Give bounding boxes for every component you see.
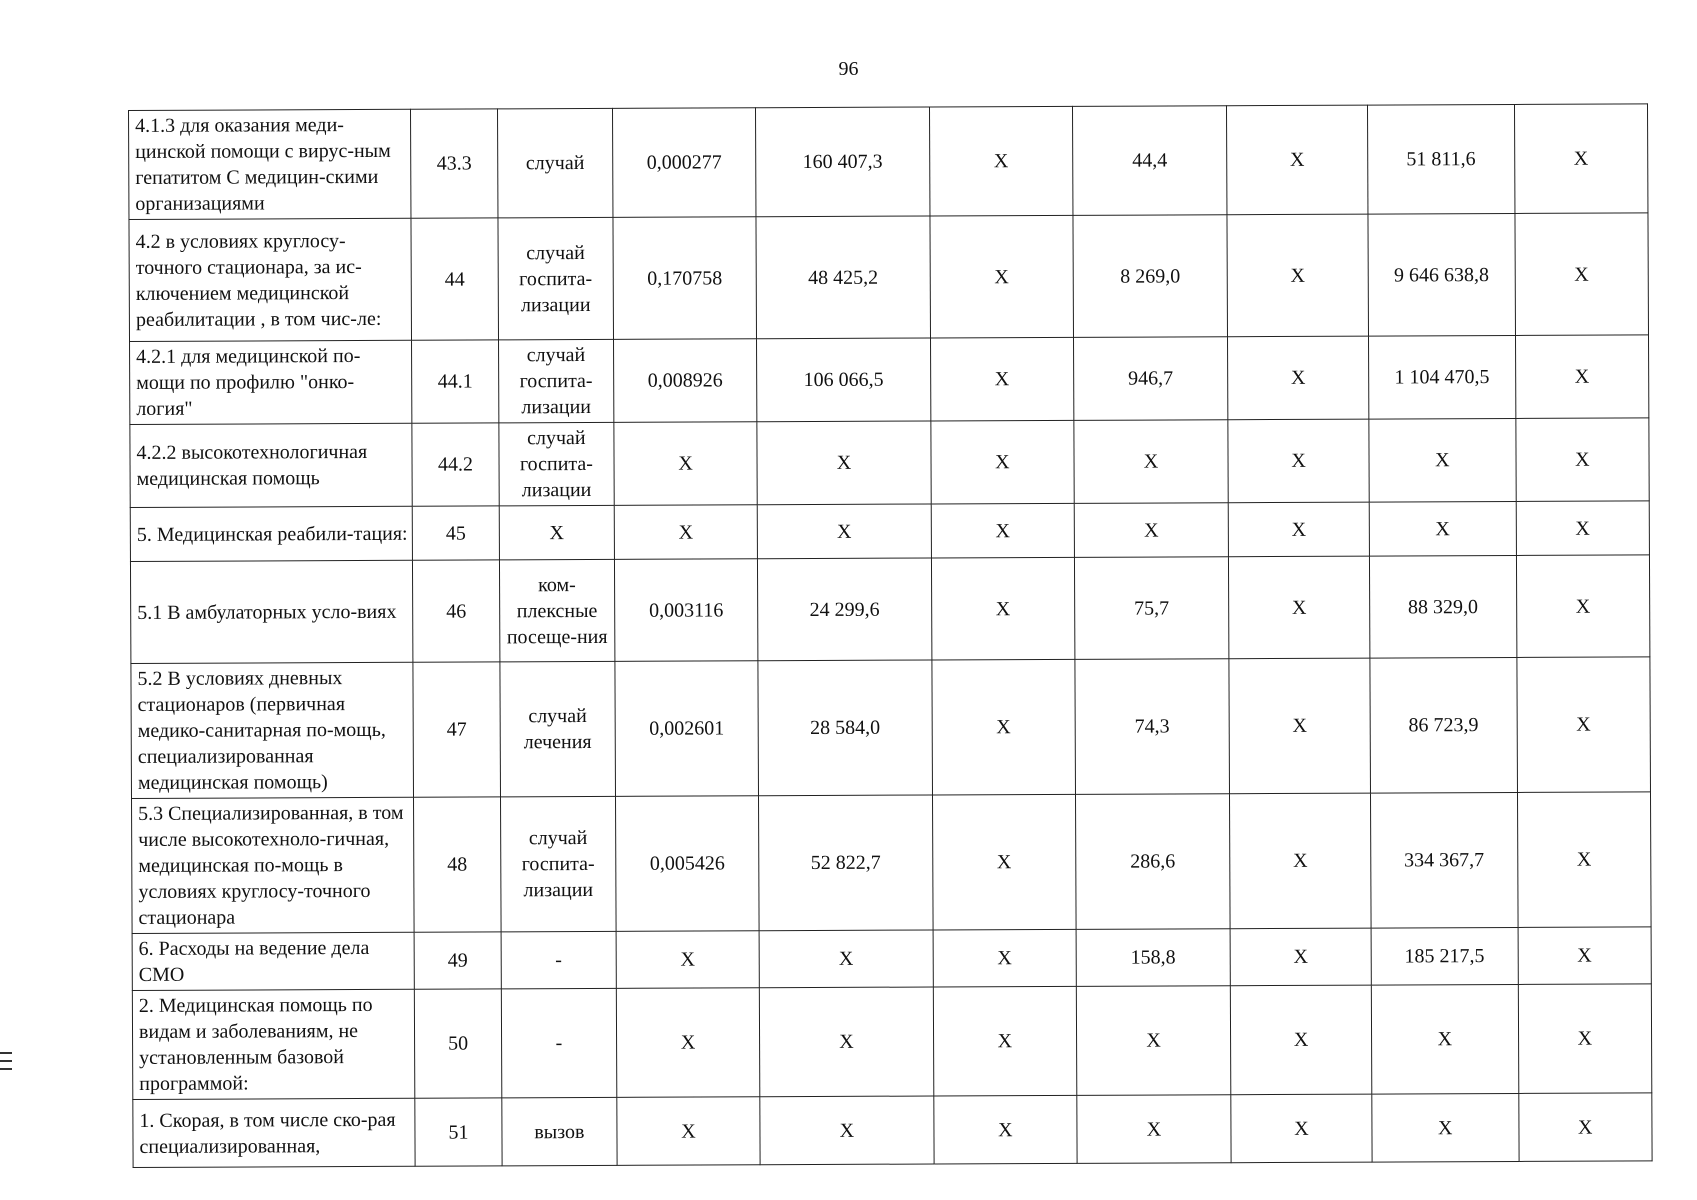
value-cell: X bbox=[1518, 927, 1652, 985]
value-cell: X bbox=[1230, 928, 1371, 986]
value-cell: X bbox=[1074, 420, 1228, 504]
value-cell: X bbox=[1518, 1093, 1652, 1162]
value-cell: 158,8 bbox=[1076, 929, 1230, 987]
volume-cell: X bbox=[614, 505, 757, 560]
value-cell: X bbox=[1077, 1095, 1231, 1164]
table-row bbox=[129, 213, 1649, 342]
row-code-cell: 44.1 bbox=[412, 340, 499, 423]
value-cell: 51 811,6 bbox=[1368, 104, 1515, 214]
value-cell: X bbox=[1229, 658, 1371, 794]
cost-cell: X bbox=[759, 930, 933, 988]
value-cell: 286,6 bbox=[1075, 794, 1230, 930]
value-cell: X bbox=[1515, 418, 1649, 502]
row-name-cell: 5.3 Специализированная, в том числе высокотехноло-гичная, медицинская по-мощь в условиях круглосу-точного стационара bbox=[132, 797, 415, 933]
table-row bbox=[129, 104, 1648, 220]
row-name-cell: 4.2.1 для медицинской по-мощи по профилю "онко-логия" bbox=[130, 340, 412, 424]
value-cell: X bbox=[1517, 792, 1651, 928]
volume-cell: 0,000277 bbox=[612, 108, 756, 218]
unit-cell: вызов bbox=[502, 1097, 617, 1166]
row-name-cell: 5.1 В амбулаторных усло-виях bbox=[130, 560, 413, 663]
row-name-cell: 4.2 в условиях круглосу-точного стационара, за ис-ключением медицинской реабилитации , в том чис-ле: bbox=[129, 218, 412, 341]
value-cell: X bbox=[1228, 419, 1369, 503]
unit-cell: случай госпита-лизации bbox=[500, 796, 616, 932]
row-code-cell: 47 bbox=[413, 662, 500, 797]
row-name-cell: 6. Расходы на ведение дела СМО bbox=[132, 932, 414, 990]
row-code-cell: 43.3 bbox=[411, 109, 498, 218]
cost-cell: 160 407,3 bbox=[756, 107, 930, 217]
cost-cell: X bbox=[757, 421, 931, 505]
value-cell: X bbox=[933, 929, 1076, 987]
cost-cell: 106 066,5 bbox=[757, 338, 931, 422]
table-row bbox=[131, 657, 1651, 799]
value-cell: X bbox=[1074, 503, 1228, 558]
value-cell: X bbox=[934, 1095, 1078, 1164]
unit-cell: случай bbox=[497, 108, 612, 218]
cost-cell: X bbox=[757, 504, 931, 559]
edge-mark bbox=[0, 1068, 12, 1070]
data-table bbox=[128, 103, 1653, 1168]
value-cell: 1 104 470,5 bbox=[1369, 335, 1516, 419]
value-cell: 74,3 bbox=[1075, 659, 1230, 795]
volume-cell: X bbox=[616, 931, 759, 989]
value-cell: X bbox=[1227, 214, 1369, 337]
value-cell: X bbox=[1076, 986, 1231, 1096]
value-cell: X bbox=[1231, 1094, 1372, 1163]
value-cell: 86 723,9 bbox=[1370, 657, 1517, 793]
volume-cell: 0,170758 bbox=[613, 217, 757, 340]
unit-cell: - bbox=[501, 931, 616, 989]
volume-cell: X bbox=[614, 422, 758, 506]
row-name-cell: 4.2.2 высокотехнологичная медицинская помощь bbox=[130, 423, 412, 507]
value-cell: X bbox=[930, 337, 1074, 421]
row-code-cell: 44 bbox=[411, 218, 498, 340]
value-cell: 185 217,5 bbox=[1371, 927, 1518, 985]
value-cell: X bbox=[1230, 985, 1372, 1095]
row-code-cell: 46 bbox=[413, 560, 500, 662]
value-cell: 8 269,0 bbox=[1073, 215, 1228, 338]
unit-cell: - bbox=[501, 988, 616, 1098]
value-cell: X bbox=[1369, 418, 1516, 502]
row-code-cell: 49 bbox=[414, 932, 501, 989]
table-row bbox=[132, 927, 1651, 991]
value-cell: X bbox=[929, 106, 1073, 216]
value-cell: 334 367,7 bbox=[1371, 792, 1518, 928]
row-code-cell: 44.2 bbox=[412, 423, 499, 506]
value-cell: X bbox=[930, 215, 1074, 338]
table-wrapper bbox=[128, 103, 1653, 1168]
table-row bbox=[132, 984, 1651, 1100]
cost-cell: 28 584,0 bbox=[758, 660, 932, 796]
volume-cell: X bbox=[616, 988, 760, 1098]
value-cell: 75,7 bbox=[1074, 557, 1229, 660]
value-cell: X bbox=[1226, 105, 1368, 215]
row-name-cell: 1. Скорая, в том числе ско-рая специализированная, bbox=[133, 1098, 415, 1167]
table-row bbox=[130, 335, 1649, 425]
value-cell: X bbox=[931, 557, 1075, 660]
value-cell: X bbox=[932, 794, 1076, 930]
table-row bbox=[132, 792, 1652, 934]
value-cell: 44,4 bbox=[1072, 106, 1227, 216]
value-cell: X bbox=[1229, 793, 1371, 929]
value-cell: 9 646 638,8 bbox=[1368, 213, 1515, 336]
edge-mark bbox=[0, 1060, 12, 1062]
value-cell: X bbox=[1228, 556, 1369, 659]
value-cell: X bbox=[1227, 336, 1368, 420]
table-row bbox=[130, 555, 1649, 664]
unit-cell: случай лечения bbox=[500, 661, 616, 797]
table-row bbox=[130, 501, 1649, 562]
value-cell: X bbox=[1516, 555, 1650, 658]
cost-cell: X bbox=[760, 1096, 934, 1165]
value-cell: X bbox=[931, 503, 1074, 558]
cost-cell: 52 822,7 bbox=[759, 795, 933, 931]
row-name-cell: 2. Медицинская помощь по видам и заболеваниям, не установленным базовой программой: bbox=[132, 989, 415, 1099]
row-name-cell: 4.1.3 для оказания меди-цинской помощи с вирус-ным гепатитом С медицин-скими организациями bbox=[129, 109, 412, 219]
volume-cell: 0,002601 bbox=[615, 661, 759, 797]
edge-mark bbox=[0, 1052, 12, 1054]
page-number: 96 bbox=[838, 58, 859, 80]
row-code-cell: 48 bbox=[414, 797, 501, 932]
value-cell: X bbox=[1371, 984, 1518, 1094]
volume-cell: 0,005426 bbox=[615, 796, 759, 932]
unit-cell: случай госпита-лизации bbox=[499, 422, 614, 506]
unit-cell: случай госпита-лизации bbox=[498, 217, 614, 340]
value-cell: X bbox=[1514, 213, 1648, 336]
value-cell: X bbox=[931, 420, 1075, 504]
value-cell: X bbox=[932, 659, 1076, 795]
table-body bbox=[129, 104, 1653, 1168]
scan-edge-marks bbox=[0, 1052, 12, 1076]
value-cell: X bbox=[1515, 335, 1649, 419]
table-row bbox=[133, 1093, 1652, 1168]
value-cell: X bbox=[1516, 657, 1650, 793]
value-cell: X bbox=[1369, 501, 1516, 556]
value-cell: X bbox=[1514, 104, 1648, 214]
value-cell: X bbox=[1516, 501, 1650, 556]
row-code-cell: 45 bbox=[412, 506, 499, 560]
value-cell: 88 329,0 bbox=[1369, 555, 1516, 658]
volume-cell: X bbox=[617, 1097, 761, 1166]
unit-cell: случай госпита-лизации bbox=[498, 339, 613, 423]
value-cell: X bbox=[1228, 502, 1369, 557]
value-cell: X bbox=[1518, 984, 1652, 1094]
unit-cell: X bbox=[499, 505, 614, 560]
cost-cell: 48 425,2 bbox=[756, 216, 930, 339]
cost-cell: 24 299,6 bbox=[758, 558, 932, 661]
row-name-cell: 5. Медицинская реабили-тация: bbox=[130, 506, 412, 561]
value-cell: X bbox=[933, 986, 1077, 1096]
table-row bbox=[130, 418, 1649, 508]
volume-cell: 0,008926 bbox=[613, 339, 757, 423]
row-code-cell: 51 bbox=[415, 1098, 502, 1166]
cost-cell: X bbox=[759, 987, 933, 1097]
unit-cell: ком-плексные посеще-ния bbox=[499, 559, 614, 662]
volume-cell: 0,003116 bbox=[614, 559, 758, 662]
row-name-cell: 5.2 В условиях дневных стационаров (первичная медико-санитарная по-мощь, специализированная медицинская помощь) bbox=[131, 662, 414, 798]
row-code-cell: 50 bbox=[414, 989, 501, 1098]
value-cell: X bbox=[1372, 1093, 1519, 1162]
value-cell: 946,7 bbox=[1073, 337, 1227, 421]
